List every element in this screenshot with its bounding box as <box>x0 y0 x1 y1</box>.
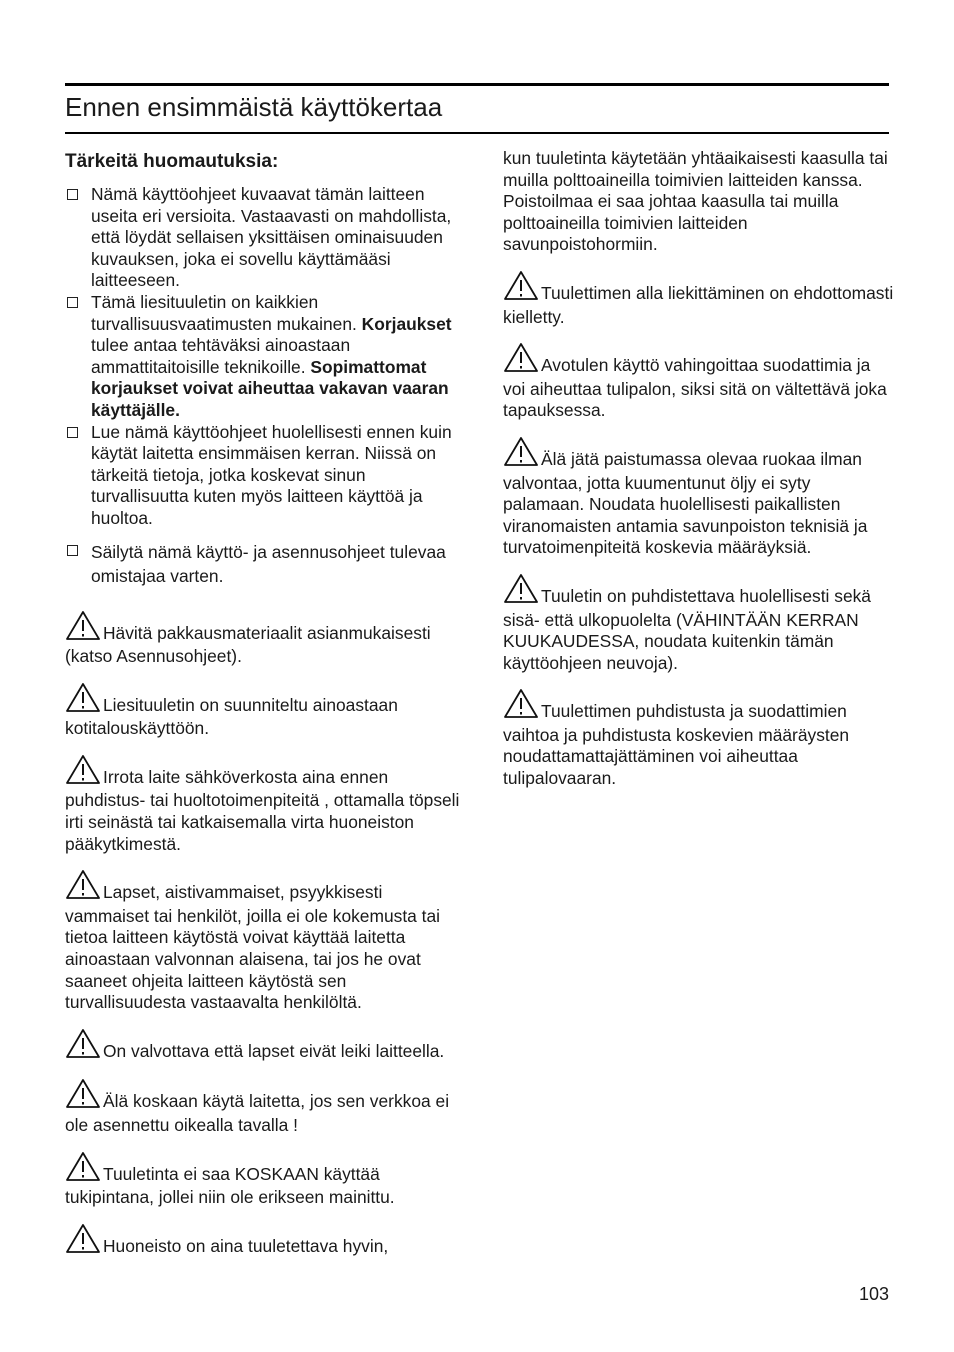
warning-text: Irrota laite sähköverkosta aina ennen puhdistus- tai huoltotoimenpiteitä , ottamalla töpseli irti seinästä tai katkaisemalla virta huoneiston pääkytkimestä. <box>65 766 460 854</box>
checkbox-square-icon <box>67 427 78 438</box>
warning-note <box>65 1223 460 1260</box>
warning-note <box>503 436 895 559</box>
warning-triangle-icon <box>503 342 539 379</box>
warning-text: Liesituuletin on suunniteltu ainoastaan kotitalouskäyttöön. <box>65 694 398 739</box>
checkbox-square-icon <box>67 189 78 200</box>
warning-triangle-icon <box>65 1028 101 1065</box>
warning-note <box>65 682 460 740</box>
title-underline <box>65 132 889 134</box>
warning-note <box>65 1028 460 1065</box>
warning-text: Huoneisto on aina tuuletettava hyvin, <box>103 1235 389 1256</box>
section-heading: Tärkeitä huomautuksia: <box>65 151 279 172</box>
warning-note <box>503 270 895 328</box>
warning-note <box>65 1151 460 1209</box>
checkbox-square-icon <box>67 545 78 556</box>
warning-triangle-icon <box>65 754 101 791</box>
warning-text: Tuulettimen puhdistusta ja suodattimien vaihtoa ja puhdistusta koskevien määräysten noudattamattajättäminen voi aiheuttaa tulipalovaaran. <box>503 701 850 789</box>
warning-text: Lapset, aistivammaiset, psyykkisesti vammaiset tai henkilöt, joilla ei ole kokemusta tai tietoa laitteen käytöstä voivat käyttää laitetta ainoastaan valvonnan alaisena, tai jos he ovat saaneet ohjeita laitteen käytöstä sen turvallisuudesta vastaavalta henkilöltä. <box>65 882 441 1013</box>
warning-triangle-icon <box>65 682 101 719</box>
warning-triangle-icon <box>65 1223 101 1260</box>
warning-triangle-icon <box>503 688 539 725</box>
warning-text: Tuulettimen alla liekittäminen on ehdottomasti kielletty. <box>503 282 894 327</box>
warning-text: Tuuletinta ei saa KOSKAAN käyttää tukipintana, jollei niin ole erikseen mainittu. <box>65 1163 395 1208</box>
warning-note <box>65 754 460 855</box>
warning-note <box>503 688 895 789</box>
warning-triangle-icon <box>503 573 539 610</box>
bullet-bold-text: Korjaukset <box>361 313 452 334</box>
top-rule <box>65 83 889 86</box>
list-item <box>65 540 460 588</box>
warning-text: Avotulen käyttö vahingoittaa suodattimia ja voi aiheuttaa tulipalon, siksi sitä on vältettävä joka tapauksessa. <box>503 355 887 421</box>
warning-triangle-icon <box>65 869 101 906</box>
page-title: Ennen ensimmäistä käyttökertaa <box>65 92 443 122</box>
bullet-bold-text: Sopimattomat korjaukset voivat aiheuttaa vakavan vaaran käyttäjälle. <box>91 356 449 420</box>
warning-triangle-icon <box>65 1078 101 1115</box>
continuation-paragraph: kun tuuletinta käytetään yhtäaikaisesti kaasulla tai muilla polttoaineilla toimivien laitteiden kanssa. Poistoilmaa ei saa johtaa kaasulla tai muilla polttoaineilla toimivien laitteiden savunpoistohormiin. <box>503 148 888 255</box>
warning-text: Älä koskaan käytä laitetta, jos sen verkkoa ei ole asennettu oikealla tavalla ! <box>65 1091 450 1135</box>
warning-note <box>65 610 460 668</box>
bullet-text: tulee antaa tehtäväksi ainoastaan ammattitaitoisille teknikoille. <box>91 335 351 377</box>
warning-triangle-icon <box>65 1151 101 1188</box>
list-item <box>65 184 460 292</box>
left-column <box>65 150 460 1259</box>
bullet-text: Säilytä nämä käyttö- ja asennusohjeet tulevaa omistajaa varten. <box>91 541 446 586</box>
warning-note <box>65 869 460 1014</box>
warning-text: Hävitä pakkausmateriaalit asianmukaisesti (katso Asennusohjeet). <box>65 622 431 667</box>
warning-note <box>503 573 895 674</box>
right-column <box>503 148 895 790</box>
checkbox-square-icon <box>67 297 78 308</box>
bullet-text: Tämä liesituuletin on kaikkien turvallisuusvaatimusten mukainen. <box>91 291 357 334</box>
list-item <box>65 422 460 530</box>
list-item <box>65 292 460 422</box>
warning-triangle-icon <box>503 436 539 473</box>
notes-list <box>65 184 460 588</box>
warning-note <box>503 342 895 422</box>
page-number: 103 <box>858 1284 889 1304</box>
bullet-text: Nämä käyttöohjeet kuvaavat tämän laitteen useita eri versioita. Vastaavasti on mahdollista, että löydät sellaisen yksittäisen ominaisuuden kuvauksen, joka ei sovellu käyttämääsi laitteeseen. <box>91 184 452 291</box>
warning-text: Tuuletin on puhdistettava huolellisesti sekä sisä- että ulkopuolelta (VÄHINTÄÄN KERRAN KUUKAUDESSA, noudata kuitenkin tämän käyttöohjeen neuvoja). <box>503 585 871 673</box>
warning-triangle-icon <box>65 610 101 647</box>
warning-note <box>65 1078 460 1136</box>
warning-text: Älä jätä paistumassa olevaa ruokaa ilman valvontaa, jotta kuumentunut öljy ei syty palamaan. Noudata huolellisesti paikallisten viranomaisten antamia savunpoiston teknisiä ja turvatoimenpiteitä koskevia määräyksiä. <box>503 448 868 558</box>
warning-text: On valvottava että lapset eivät leiki laitteella. <box>103 1040 445 1061</box>
warning-triangle-icon <box>503 270 539 307</box>
bullet-text: Lue nämä käyttöohjeet huolellisesti ennen kuin käytät laitetta ensimmäisen kerran. Niissä on tärkeitä tietoja, jotka koskevat sinun turvallisuutta kuten myös laitteen käyttöä ja huoltoa. <box>91 421 452 528</box>
